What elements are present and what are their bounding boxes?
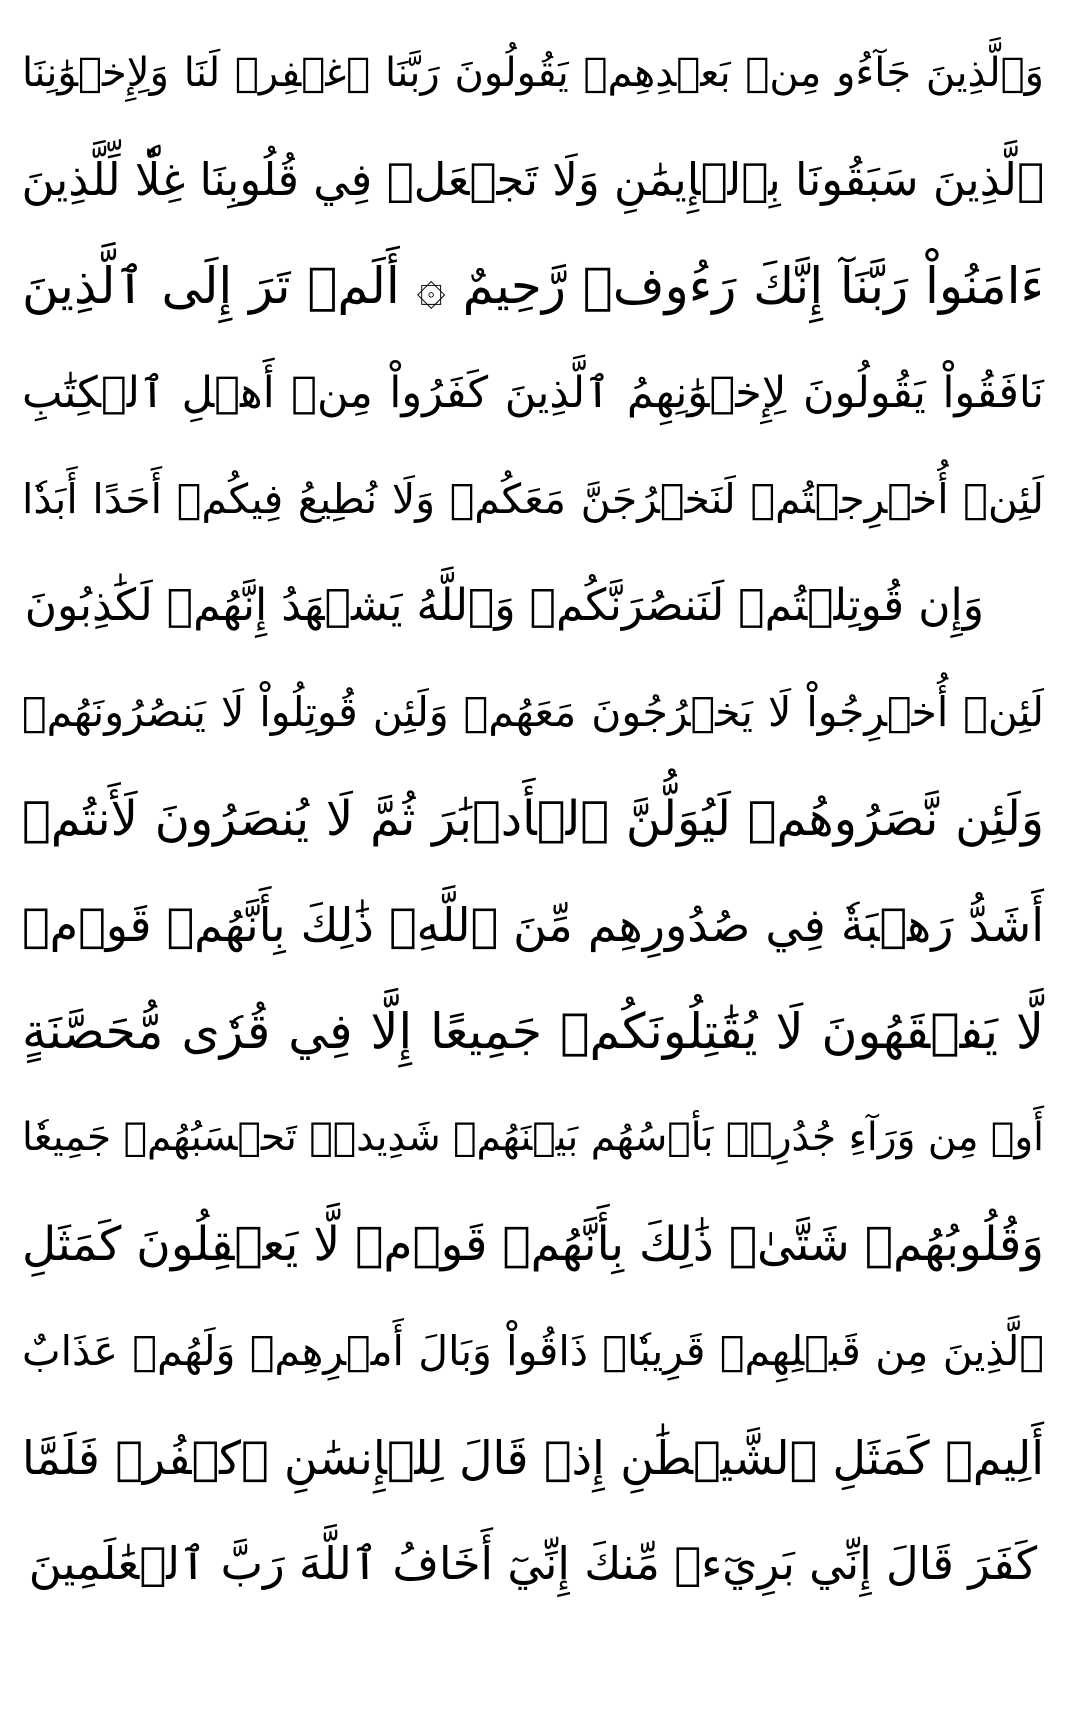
text-line-7: لَئِنۡ أُخۡرِجُواْ لَا يَخۡرُجُونَ مَعَهُمۡ وَلَئِن قُوتِلُواْ لَا يَنصُرُونَهُمۡ — [22, 688, 1044, 736]
text-line-8: وَلَئِن نَّصَرُوهُمۡ لَيُوَلُّنَّ ٱلۡأَدۡبَٰرَ ثُمَّ لَا يُنصَرُونَ لَأَنتُمۡ — [22, 790, 1044, 847]
text-line-4: نَافَقُواْ يَقُولُونَ لِإِخۡوَٰنِهِمُ ٱلَّذِينَ كَفَرُواْ مِنۡ أَهۡلِ ٱلۡكِتَٰبِ — [22, 367, 1044, 418]
text-line-6: وَإِن قُوتِلۡتُمۡ لَنَنصُرَنَّكُمۡ وَٱللَّهُ يَشۡهَدُ إِنَّهُمۡ لَكَٰذِبُونَ — [24, 579, 984, 631]
text-line-3: ءَامَنُواْ رَبَّنَآ إِنَّكَ رَءُوفٞ رَّحِيمٌ ۞ أَلَمۡ تَرَ إِلَى ٱلَّذِينَ — [22, 257, 1044, 315]
text-line-13: ٱلَّذِينَ مِن قَبۡلِهِمۡ قَرِيبٗاۖ ذَاقُواْ وَبَالَ أَمۡرِهِمۡ وَلَهُمۡ عَذَابٌ — [22, 1327, 1044, 1375]
text-line-11: أَوۡ مِن وَرَآءِ جُدُرِۭۚ بَأۡسُهُم بَيۡنَهُمۡ شَدِيدٞۚ تَحۡسَبُهُمۡ جَمِيعٗا — [22, 1115, 1044, 1160]
text-line-2: ٱلَّذِينَ سَبَقُونَا بِٱلۡإِيمَٰنِ وَلَا تَجۡعَلۡ فِي قُلُوبِنَا غِلّٗا لِّلَّذِينَ — [21, 152, 1044, 206]
text-line-1: وَٱلَّذِينَ جَآءُو مِنۢ بَعۡدِهِمۡ يَقُولُونَ رَبَّنَا ٱغۡفِرۡ لَنَا وَلِإِخۡوَٰنِنَا — [22, 50, 1044, 96]
text-line-9: أَشَدُّ رَهۡبَةٗ فِي صُدُورِهِم مِّنَ ٱللَّهِۚ ذَٰلِكَ بِأَنَّهُمۡ قَوۡمٞ — [22, 898, 1044, 952]
text-line-10: لَّا يَفۡقَهُونَ لَا يُقَٰتِلُونَكُمۡ جَمِيعًا إِلَّا فِي قُرٗى مُّحَصَّنَةٍ — [22, 1002, 1044, 1060]
text-line-5: لَئِنۡ أُخۡرِجۡتُمۡ لَنَخۡرُجَنَّ مَعَكُمۡ وَلَا نُطِيعُ فِيكُمۡ أَحَدًا أَبَدٗا — [22, 475, 1044, 523]
text-line-12: وَقُلُوبُهُمۡ شَتَّىٰۚ ذَٰلِكَ بِأَنَّهُمۡ قَوۡمٞ لَّا يَعۡقِلُونَ كَمَثَلِ — [22, 1216, 1044, 1272]
text-line-15: كَفَرَ قَالَ إِنِّي بَرِيٓءٞ مِّنكَ إِنِّيٓ أَخَافُ ٱللَّهَ رَبَّ ٱلۡعَٰلَمِينَ — [28, 1537, 1038, 1590]
quran-text-block — [0, 20, 1066, 1618]
text-line-14: أَلِيمٞ كَمَثَلِ ٱلشَّيۡطَٰنِ إِذۡ قَالَ لِلۡإِنسَٰنِ ٱكۡفُرۡ فَلَمَّا — [22, 1430, 1044, 1485]
